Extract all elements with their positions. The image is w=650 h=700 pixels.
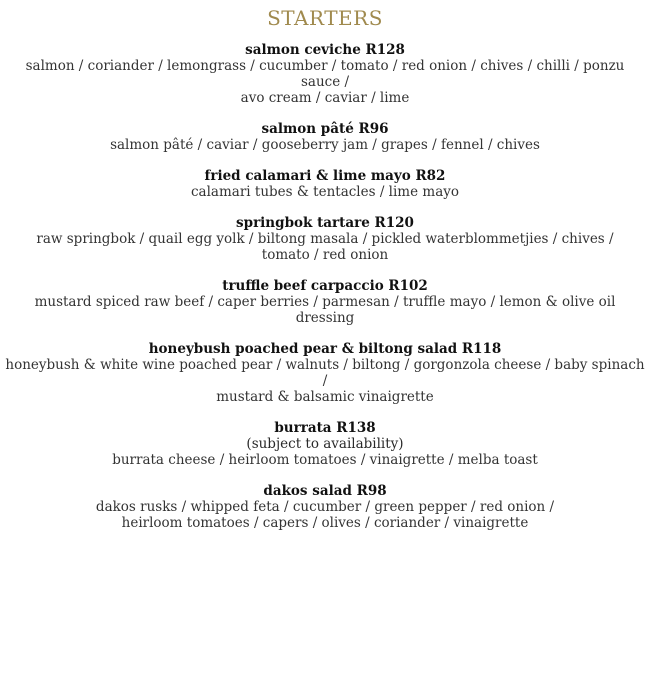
dish-availability-note: (subject to availability) [246,436,404,452]
dish-title: burrata R138 [274,420,376,436]
dish-description [0,231,650,263]
dish-description [0,452,650,468]
dish-title: salmon ceviche R128 [245,42,405,58]
dish-dakos-salad [0,483,650,531]
dish-truffle-beef-carpaccio [0,278,650,326]
dish-description-line: salmon / coriander / lemongrass / cucumber / tomato / red onion / chives / chilli / ponzu sauce / [25,58,625,90]
dish-description [0,357,650,405]
dish-description [0,58,650,106]
dish-salmon-pate [0,121,650,153]
dish-description-line: mustard & balsamic vinaigrette [216,389,434,405]
dish-description-line: honeybush & white wine poached pear / walnuts / biltong / gorgonzola cheese / baby spinach / [5,357,645,389]
dish-title: honeybush poached pear & biltong salad R118 [148,341,502,357]
dish-description [0,294,650,326]
dish-description-line: mustard spiced raw beef / caper berries / parmesan / truffle mayo / lemon & olive oil dressing [34,294,616,326]
dish-title: truffle beef carpaccio R102 [222,278,428,294]
dish-description-line: raw springbok / quail egg yolk / biltong masala / pickled waterblommetjies / chives / [36,231,614,247]
dish-title: fried calamari & lime mayo R82 [204,168,446,184]
dish-description [0,137,650,153]
dish-description-line: calamari tubes & tentacles / lime mayo [191,184,459,200]
section-title: STARTERS [267,6,383,30]
dish-title: dakos salad R98 [263,483,387,499]
dish-title: salmon pâté R96 [261,121,389,137]
dish-description-line: salmon pâté / caviar / gooseberry jam / grapes / fennel / chives [110,137,540,153]
dish-salmon-ceviche [0,42,650,106]
dish-springbok-tartare [0,215,650,263]
dish-description-line: burrata cheese / heirloom tomatoes / vinaigrette / melba toast [112,452,538,468]
dish-burrata [0,420,650,468]
dish-description [0,184,650,200]
dish-description [0,499,650,531]
dish-description-line: heirloom tomatoes / capers / olives / coriander / vinaigrette [121,515,529,531]
dish-description-line: dakos rusks / whipped feta / cucumber / green pepper / red onion / [95,499,555,515]
dish-description-line: avo cream / caviar / lime [240,90,410,106]
dish-honeybush-pear-salad [0,341,650,405]
dish-title: springbok tartare R120 [236,215,414,231]
dish-description-line: tomato / red onion [261,247,389,263]
dish-fried-calamari [0,168,650,200]
